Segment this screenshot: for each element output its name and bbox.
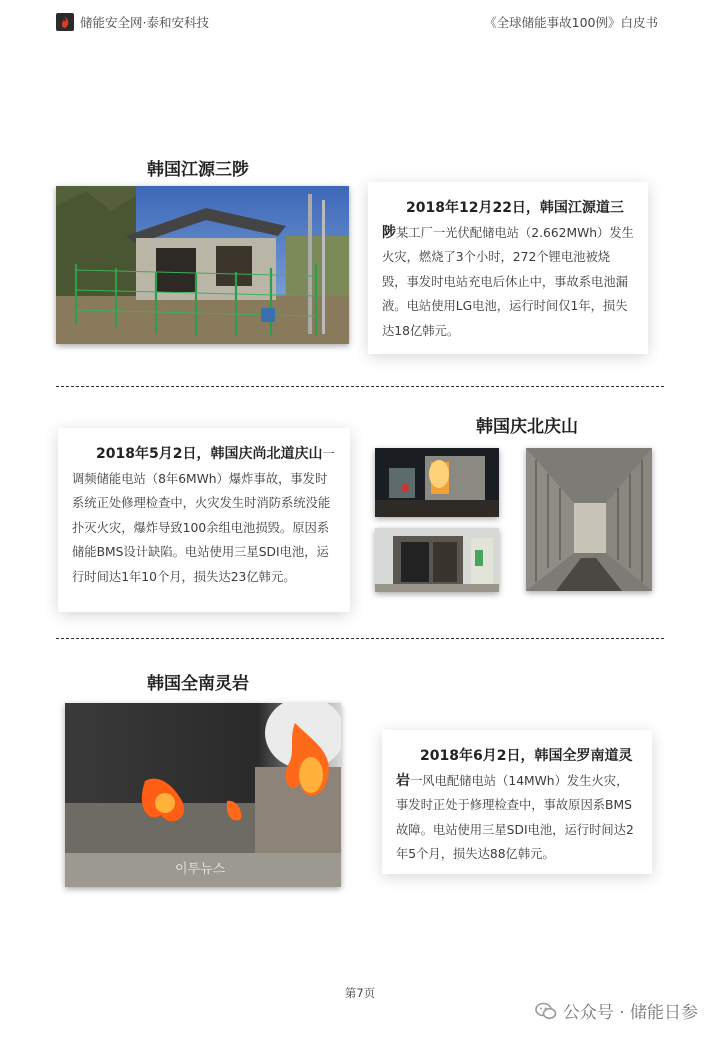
wechat-watermark	[535, 998, 698, 1023]
wechat-icon	[535, 1002, 557, 1020]
page-number: 第7页	[344, 986, 376, 1000]
incident-photo-yeongam-fire	[65, 703, 341, 887]
flame-icon	[56, 13, 74, 31]
incident-lead: 2018年12月22日，韩国江源道三陟	[382, 200, 624, 241]
incident-description: 一调频储能电站（8年6MWh）爆炸事故，事发时系统正处修理检查中，火灾发生时消防系统没能扑灭火灾，爆炸导致100余组电池损毁。原因系储能BMS设计缺陷。电站使用三星SDI电池，运行时间达1年10个月，损失达23亿韩元。	[72, 447, 335, 584]
incident-lead: 2018年6月2日，韩国全罗南道灵岩	[396, 748, 633, 789]
incident-card	[382, 730, 652, 874]
incident-lead: 2018年5月2日，韩国庆尚北道庆山	[96, 446, 323, 462]
section-title: 韩国庆北庆山	[476, 417, 578, 437]
incident-description: 一风电配储电站（14MWh）发生火灾，事发时正处于修理检查中，事故原因系BMS故障。电站使用三星SDI电池，运行时间达2年5个月，损失达88亿韩元。	[396, 773, 634, 861]
incident-card	[58, 428, 350, 612]
header-brand-text: 储能安全网·泰和安科技	[80, 15, 209, 30]
section-divider	[56, 386, 664, 387]
watermark-text: 公众号 · 储能日参	[562, 1003, 698, 1023]
incident-photo-gyeongsan-racks	[526, 448, 652, 591]
section-divider	[56, 638, 664, 639]
incident-card	[368, 182, 648, 354]
section-title: 韩国江源三陟	[147, 160, 249, 180]
header-doc-title: 《全球储能事故100例》白皮书	[484, 15, 658, 30]
incident-photo-samcheok	[56, 186, 349, 344]
section-title: 韩国全南灵岩	[147, 674, 249, 694]
brand-logo	[56, 13, 74, 31]
photo-watermark-caption: 이투뉴스	[175, 862, 226, 877]
incident-description: 某工厂一光伏配储电站（2.662MWh）发生火灾，燃烧了3个小时，272个锂电池被烧毁，事发时电站充电后休止中，事故系电池漏液。电站使用LG电池，运行时间仅1年，损失达18亿韩元。	[382, 225, 634, 338]
incident-photo-gyeongsan-container	[375, 528, 499, 592]
incident-photo-gyeongsan-fire	[375, 448, 499, 517]
